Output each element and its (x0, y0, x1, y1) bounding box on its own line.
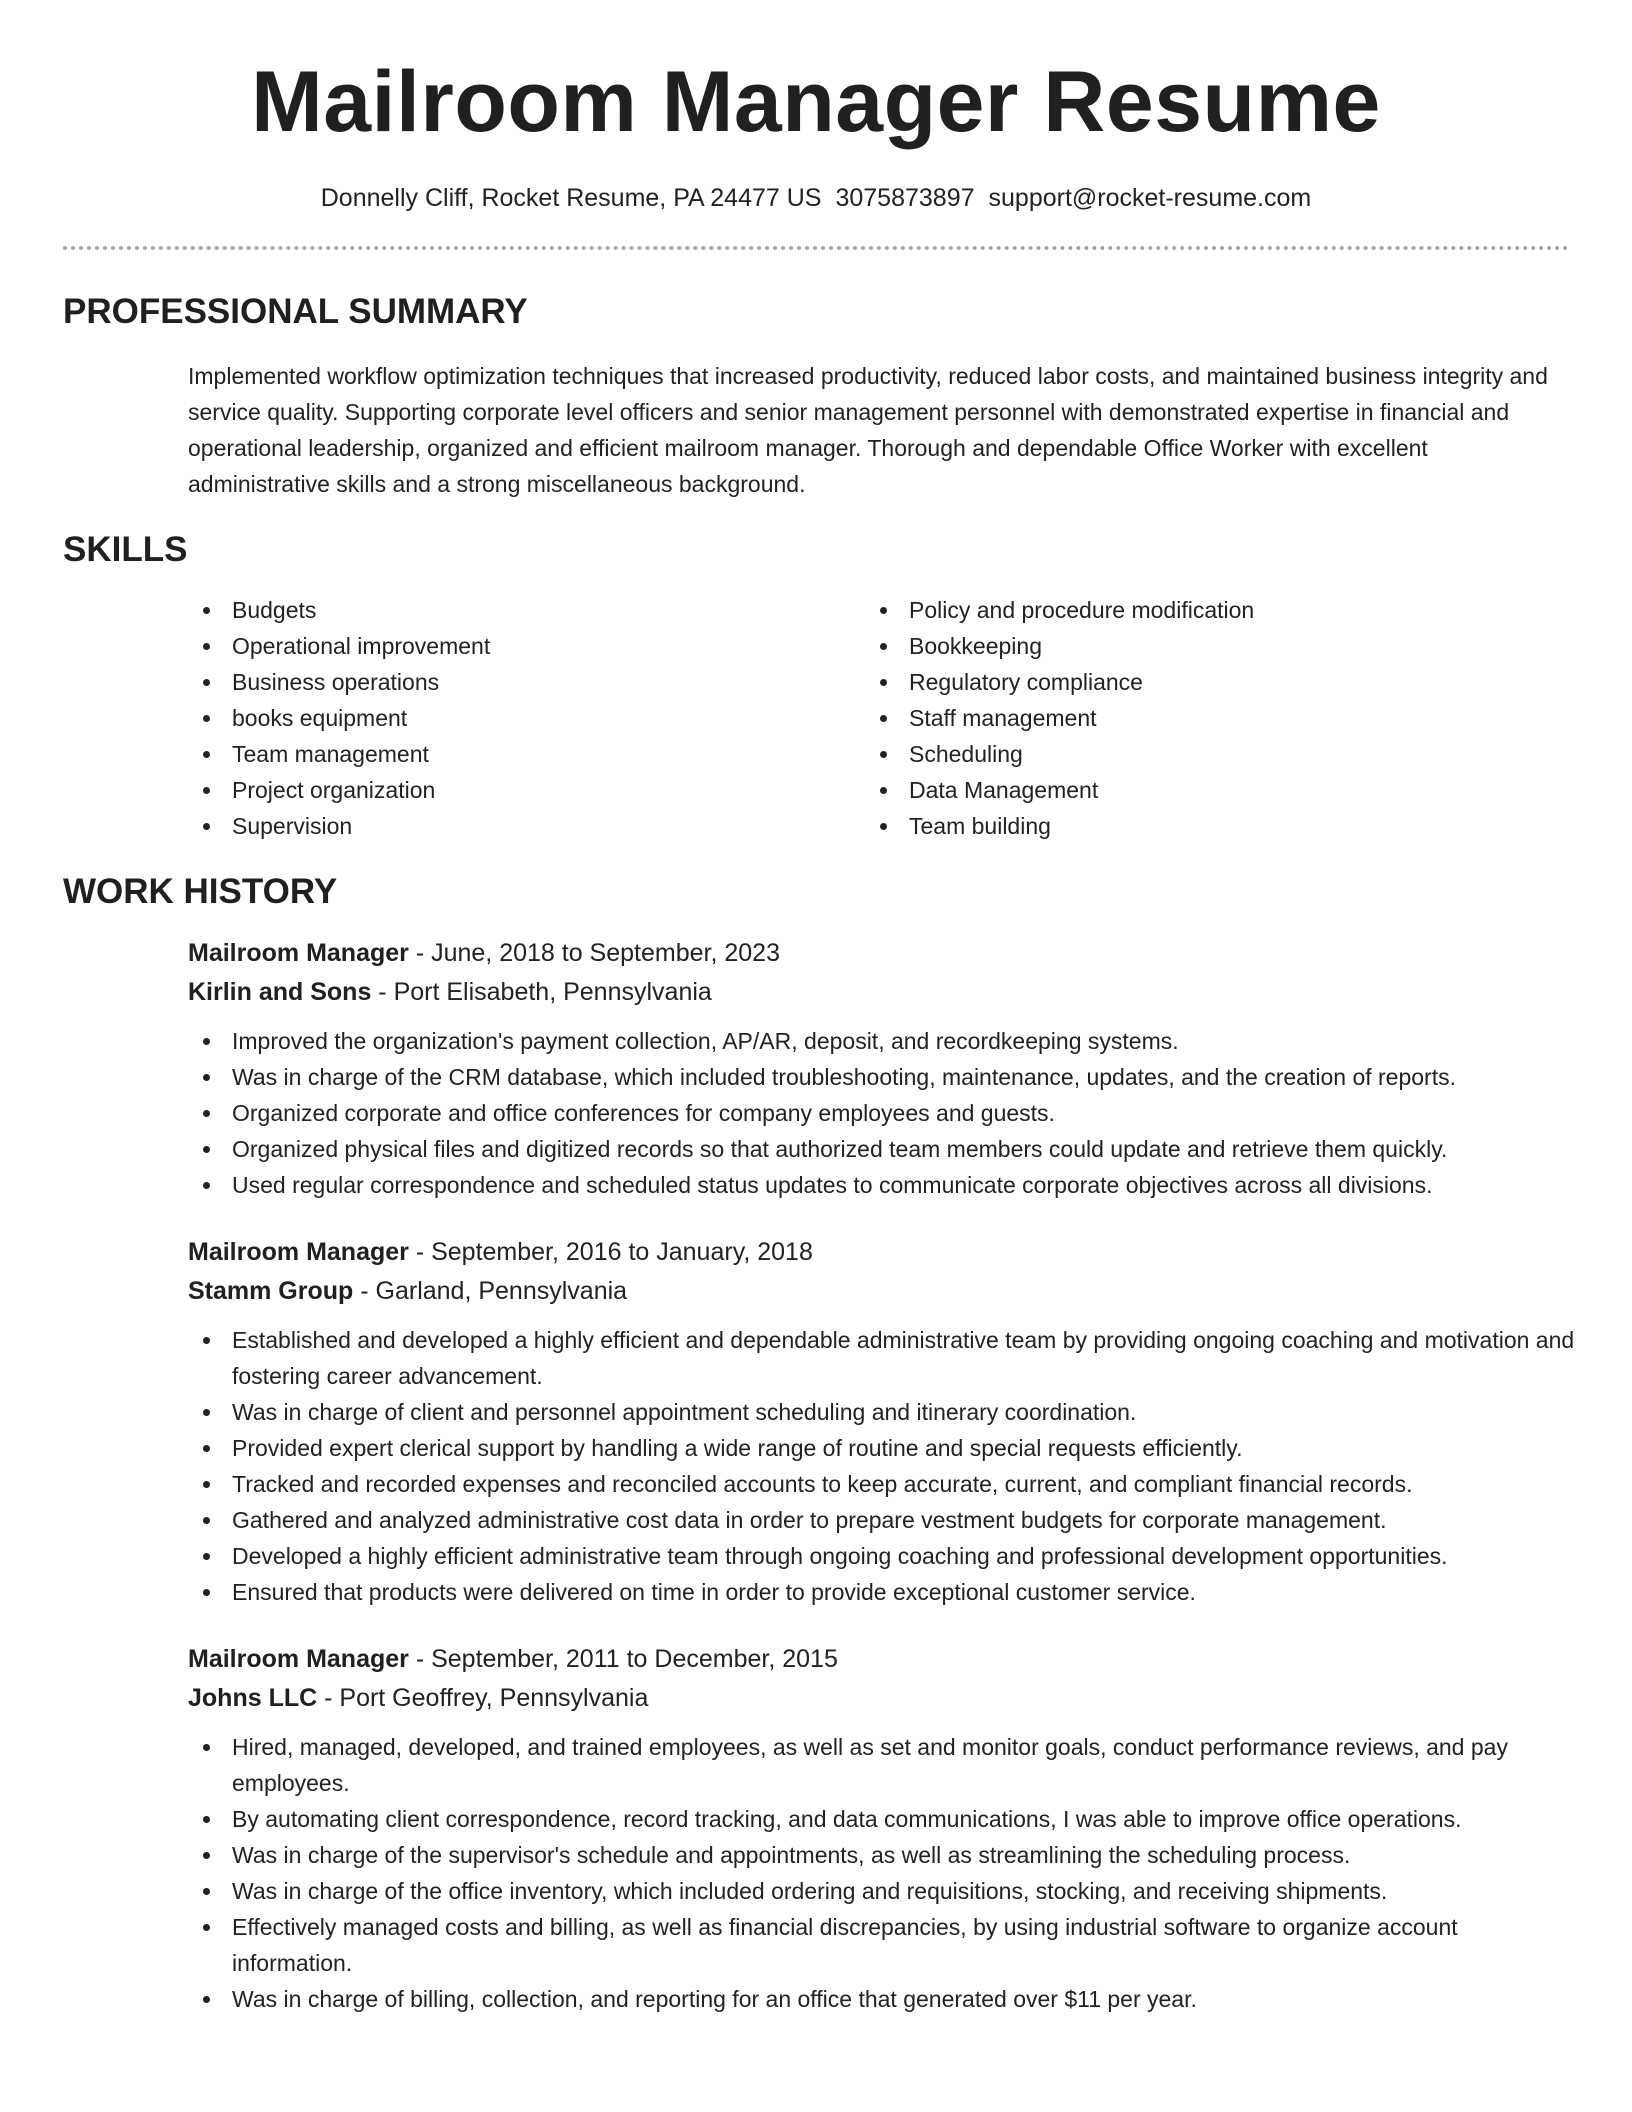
skill-item: Scheduling (865, 736, 1542, 772)
job-company: Johns LLC (188, 1684, 318, 1712)
skills-column-right (865, 592, 1542, 844)
job-role-line (188, 1640, 1569, 1679)
skill-item: Budgets (188, 592, 865, 628)
duty-item: Was in charge of the supervisor's schedule and appointments, as well as streamlining the scheduling process. (188, 1837, 1580, 1873)
duty-item: Was in charge of client and personnel appointment scheduling and itinerary coordination. (188, 1394, 1580, 1430)
job-entry (188, 1640, 1569, 2017)
job-dates: - September, 2016 to January, 2018 (408, 1238, 813, 1266)
skill-item: Project organization (188, 772, 865, 808)
skill-item: Supervision (188, 808, 865, 844)
skill-item: Policy and procedure modification (865, 592, 1542, 628)
job-entry (188, 934, 1569, 1203)
skill-item: Staff management (865, 700, 1542, 736)
duty-item: Effectively managed costs and billing, as well as financial discrepancies, by using industrial software to organize account information. (188, 1909, 1580, 1981)
skill-item: Bookkeeping (865, 628, 1542, 664)
summary-text: Implemented workflow optimization techniques that increased productivity, reduced labor costs, and maintained business integrity and service quality. Supporting corporate level officers and senior management personnel with demonstrated expertise in financial and operational leadership, organized and efficient mailroom manager. Thorough and dependable Office Worker with excellent administrative skills and a strong miscellaneous background. (188, 363, 1548, 497)
contact-address: Donnelly Cliff, Rocket Resume, PA 24477 US (320, 184, 822, 212)
contact-email: support@rocket-resume.com (988, 184, 1312, 212)
job-entry (188, 1233, 1575, 1610)
work-history-heading: WORK HISTORY (63, 872, 338, 911)
resume-header (63, 0, 1569, 214)
job-company: Kirlin and Sons (188, 978, 372, 1006)
duty-item: By automating client correspondence, record tracking, and data communications, I was able to improve office operations. (188, 1801, 1580, 1837)
job-duties (188, 1023, 1580, 1203)
contact-phone: 3075873897 (835, 184, 975, 212)
duty-item: Was in charge of the office inventory, which included ordering and requisitions, stocking, and receiving shipments. (188, 1873, 1580, 1909)
skill-item: Regulatory compliance (865, 664, 1542, 700)
skill-item: Team management (188, 736, 865, 772)
job-location: - Garland, Pennsylvania (353, 1277, 628, 1305)
skill-item: Business operations (188, 664, 865, 700)
duty-item: Improved the organization's payment collection, AP/AR, deposit, and recordkeeping systems. (188, 1023, 1580, 1059)
resume-title: Mailroom Manager Resume (251, 54, 1381, 150)
job-company-line (188, 973, 1569, 1012)
duty-item: Organized corporate and office conferences for company employees and guests. (188, 1095, 1580, 1131)
duty-item: Established and developed a highly efficient and dependable administrative team by providing ongoing coaching and motivation and fostering career advancement. (188, 1322, 1580, 1394)
header-divider (63, 246, 1569, 250)
contact-line (63, 182, 1569, 214)
job-dates: - September, 2011 to December, 2015 (408, 1645, 838, 1673)
job-company: Stamm Group (188, 1277, 354, 1305)
job-company-line (188, 1272, 1569, 1311)
skills-heading: SKILLS (63, 530, 188, 569)
job-role-line (188, 934, 1569, 973)
job-company-line (188, 1679, 1569, 1718)
skill-item: Team building (865, 808, 1542, 844)
duty-item: Was in charge of the CRM database, which included troubleshooting, maintenance, updates, and the creation of reports. (188, 1059, 1580, 1095)
skill-item: Data Management (865, 772, 1542, 808)
duty-item: Developed a highly efficient administrative team through ongoing coaching and professional development opportunities. (188, 1538, 1580, 1574)
duty-item: Tracked and recorded expenses and reconciled accounts to keep accurate, current, and compliant financial records. (188, 1466, 1580, 1502)
job-role: Mailroom Manager (188, 939, 409, 967)
job-dates: - June, 2018 to September, 2023 (408, 939, 780, 967)
skills-list (188, 592, 1569, 844)
job-location: - Port Elisabeth, Pennsylvania (371, 978, 712, 1006)
duty-item: Used regular correspondence and scheduled status updates to communicate corporate objectives across all divisions. (188, 1167, 1580, 1203)
duty-item: Was in charge of billing, collection, and reporting for an office that generated over $11 per year. (188, 1981, 1580, 2017)
duty-item: Hired, managed, developed, and trained employees, as well as set and monitor goals, conduct performance reviews, and pay employees. (188, 1729, 1580, 1801)
skill-item: books equipment (188, 700, 865, 736)
duty-item: Organized physical files and digitized records so that authorized team members could update and retrieve them quickly. (188, 1131, 1580, 1167)
job-role: Mailroom Manager (188, 1238, 409, 1266)
job-role: Mailroom Manager (188, 1645, 409, 1673)
summary-heading: PROFESSIONAL SUMMARY (63, 292, 528, 331)
job-role-line (188, 1233, 1569, 1272)
duty-item: Ensured that products were delivered on time in order to provide exceptional customer service. (188, 1574, 1580, 1610)
duty-item: Gathered and analyzed administrative cost data in order to prepare vestment budgets for corporate management. (188, 1502, 1580, 1538)
duty-item: Provided expert clerical support by handling a wide range of routine and special requests efficiently. (188, 1430, 1580, 1466)
skills-column-left (188, 592, 865, 844)
job-duties (188, 1729, 1580, 2017)
job-duties (188, 1322, 1580, 1610)
skill-item: Operational improvement (188, 628, 865, 664)
job-location: - Port Geoffrey, Pennsylvania (317, 1684, 649, 1712)
